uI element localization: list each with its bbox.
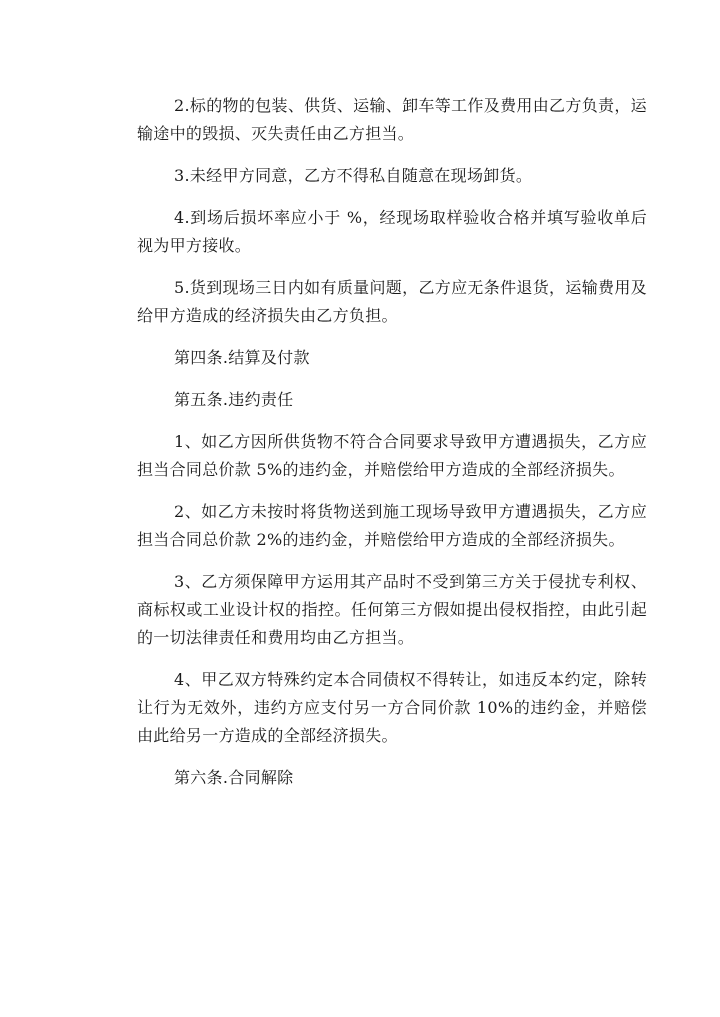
clause-quality-return: 5.货到现场三日内如有质量问题，乙方应无条件退货，运输费用及给甲方造成的经济损失由乙方负担。 (137, 278, 647, 325)
section-heading-settlement: 第四条.结算及付款 (174, 348, 310, 367)
clause-no-unauthorized-unloading: 3.未经甲方同意，乙方不得私自随意在现场卸货。 (174, 166, 533, 185)
document-body (137, 92, 647, 806)
clause-packaging-transport: 2.标的物的包装、供货、运输、卸车等工作及费用由乙方负责，运输途中的毁损、灭失责任由乙方担当。 (137, 96, 647, 143)
clause-damage-rate-acceptance: 4.到场后损坏率应小于 %，经现场取样验收合格并填写验收单后视为甲方接收。 (137, 208, 647, 255)
liability-item-3: 3、乙方须保障甲方运用其产品时不受到第三方关于侵扰专利权、商标权或工业设计权的指控。任何第三方假如提出侵权指控，由此引起的一切法律责任和费用均由乙方担当。 (137, 572, 647, 647)
section-heading-termination: 第六条.合同解除 (174, 768, 294, 787)
liability-item-4: 4、甲乙双方特殊约定本合同债权不得转让，如违反本约定，除转让行为无效外，违约方应支付另一方合同价款 10%的违约金，并赔偿由此给另一方造成的全部经济损失。 (137, 670, 647, 745)
liability-item-1: 1、如乙方因所供货物不符合合同要求导致甲方遭遇损失，乙方应担当合同总价款 5%的违约金，并赔偿给甲方造成的全部经济损失。 (137, 432, 647, 479)
liability-item-2: 2、如乙方未按时将货物送到施工现场导致甲方遭遇损失，乙方应担当合同总价款 2%的违约金，并赔偿给甲方造成的全部经济损失。 (137, 502, 647, 549)
section-heading-liability: 第五条.违约责任 (174, 390, 294, 409)
